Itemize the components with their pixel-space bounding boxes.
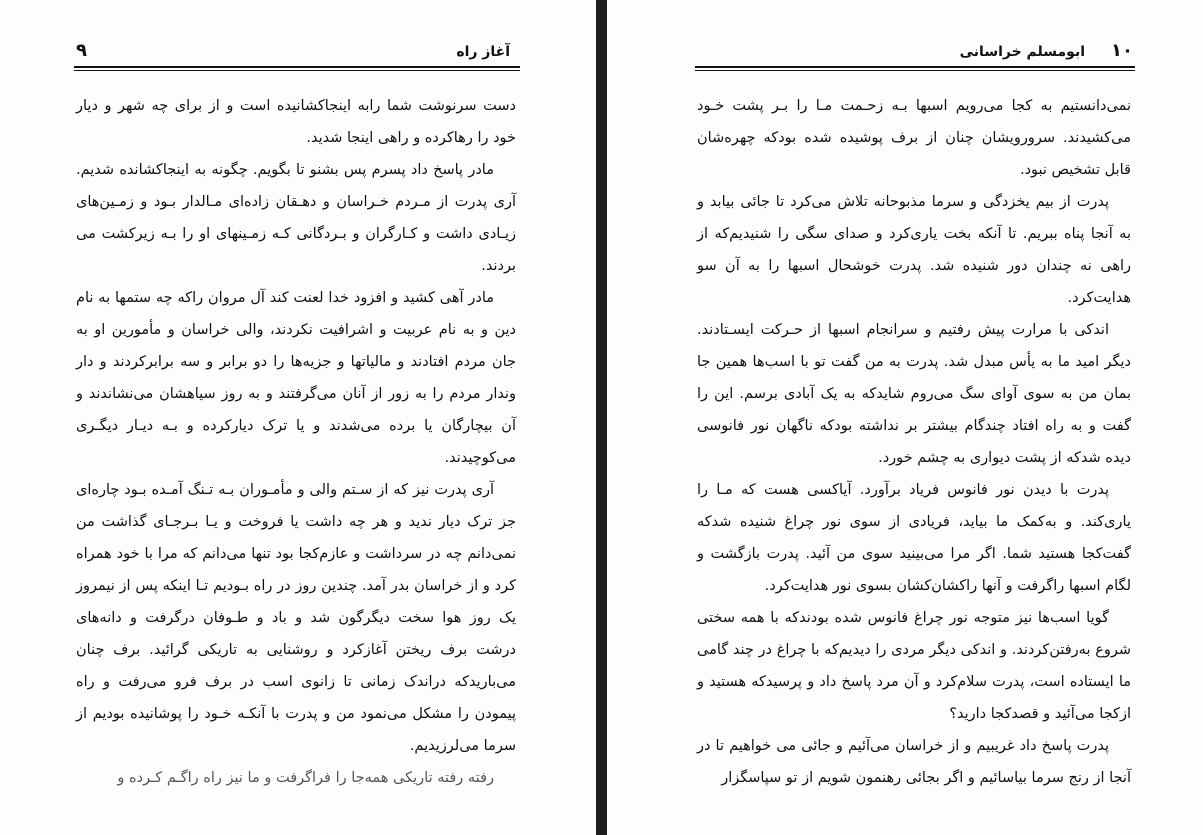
paragraph: مادر آهی کشید و افزود خدا لعنت کند آل مروان راکه چه ستمها به نام دین و به نام عربیت و اشرافیت نکردند، والی خراسان و مأمورین او به جان مردم افتادند و مالیاتها و جزیه‌ها را دو برابر و سه برابرکردند و دار وندار مردم را به زور از آنان می‌گرفتند و به روز سیاهشان می‌نشاندند و آن بیچارگان یا برده می‌شدند و یا ترک دیارکرده و بـه دیـار دیگـری می‌کوچیدند.	[76, 290, 516, 466]
left-page	[0, 0, 596, 835]
right-running-title: ابومسلم خراسانی	[959, 44, 1085, 60]
paragraph: گویا اسب‌ها نیز متوجه نور چراغ فانوس شده بودندکه با همه سختی شروع به‌رفتن‌کردند. و اندکی دیگر مردی را دیدیم‌که با چراغ در چند گامی ما ایستاده است، پدرت سلام‌کرد و آن مرد پاسخ داد و پرسیدکه هستید و ازکجا می‌آئید و قصدکجا دارید؟	[697, 610, 1131, 722]
paragraph: دست سرنوشت شما رابه اینجاکشانیده است و از برای چه شهر و دیار خود را رهاکرده و راهی اینجا شدید.	[76, 98, 516, 146]
left-header-rule-thin	[74, 70, 520, 71]
paragraph: اندکی با مرارت پیش رفتیم و سرانجام اسبها از حـرکت ایسـتادند. دیگر امید ما به یأس مبدل شد. پدرت به من گفت تو با اسب‌ها همین جا بمان من به سوی آوای سگ می‌روم شایدکه به یک آبادی برسم. این را گفت و به راه افتاد چندگام بیشتر بر نداشته بودکه ناگهان نور فانوسی دیده شدکه از پشت دیواری به چشم خورد.	[697, 322, 1131, 466]
paragraph: آری پدرت نیز که از سـتم والی و مأمـوران بـه تـنگ آمـده بـود چاره‌ای جز ترک دیار ندید و هر چه داشت یا فروخت و یـا بـرجـای گذاشت من نمی‌دانم چه در سرداشت و عازم‌کجا بود تنها می‌دانم که مرا با خود همراه کرد و از خراسان بدر آمد. چندین روز در راه بـودیم تـا اینکه پس از نیمروز یک روز هوا سخت دیگرگون شد و باد و طـوفان درگرفت و دانه‌های درشت برف ریختن آغازکرد و روشنایی به تاریکی گرائید. برف چنان می‌بارید‌که دراندک زمانی تا زانوی اسب در برف فرو می‌رفت و راه پیمودن را مشکل می‌نمود من و پدرت با آنکـه خـود را پوشانیده بودیم از سرما می‌لرزیدیم.	[76, 482, 516, 754]
right-header-rule	[695, 66, 1135, 68]
paragraph: پدرت از بیم یخزدگی و سرما مذبوحانه تلاش می‌کرد تا جائی بیابد و به آنجا پناه ببریم. تا آنکه بخت یاری‌کرد و صدای سگی را شنیدیم‌که از راهی نه چندان دور شنیده شد. پدرت خوشحال اسبها را به آن سو هدایت‌کرد.	[697, 194, 1131, 306]
right-header-rule-thin	[695, 70, 1135, 71]
paragraph: پدرت با دیدن نور فانوس فریاد برآورد. آیاکسی هست که مـا را یاری‌کند. و به‌کمک ما بیاید، فریادی از سوی نور چراغ شنیده شدکه گفت‌کجا هستید شما. اگر مرا می‌بینید سوی من آئید. پدرت بازگشت و لگام اسبها راگرفت و آنها راکشان‌کشان بسوی نور هدایت‌کرد.	[697, 482, 1131, 594]
right-page-body	[697, 90, 1131, 790]
right-page	[607, 0, 1203, 835]
book-spine	[596, 0, 607, 835]
right-page-number: ۱۰	[1111, 40, 1133, 61]
left-running-title: آغاز راه	[456, 44, 510, 60]
paragraph: پدرت پاسخ داد غریبیم و از خراسان می‌آئیم و جائی می خواهیم تا در آنجا از رنج سرما بیاسائیم و اگر بجائی رهنمون شویم از تو سپاسگزار	[697, 738, 1131, 786]
paragraph: رفته رفته تاریکی همه‌جا را فراگرفت و ما نیز راه راگـم کـرده و	[117, 770, 494, 786]
left-page-body	[76, 90, 516, 790]
paragraph: نمی‌دانستیم به کجا می‌رویم اسبها بـه زحـمت مـا را بـر پشت خـود می‌کشیدند. سرورویشان چنان از برف پوشیده شده بودکه چهره‌شان قابل تشخیص نبود.	[697, 98, 1131, 178]
left-header-rule	[74, 66, 520, 68]
left-page-number: ۹	[76, 40, 87, 61]
paragraph: مادر پاسخ داد پسرم پس بشنو تا بگویم. چگونه به اینجاکشانده شدیم. آری پدرت از مـردم خـراسان و دهـقان زاده‌ای مـالدار بـود و زمـین‌های زیـادی داشت و کـارگران و بـردگانی کـه زمـینهای او را بـه زیرکشت می بردند.	[76, 162, 516, 274]
